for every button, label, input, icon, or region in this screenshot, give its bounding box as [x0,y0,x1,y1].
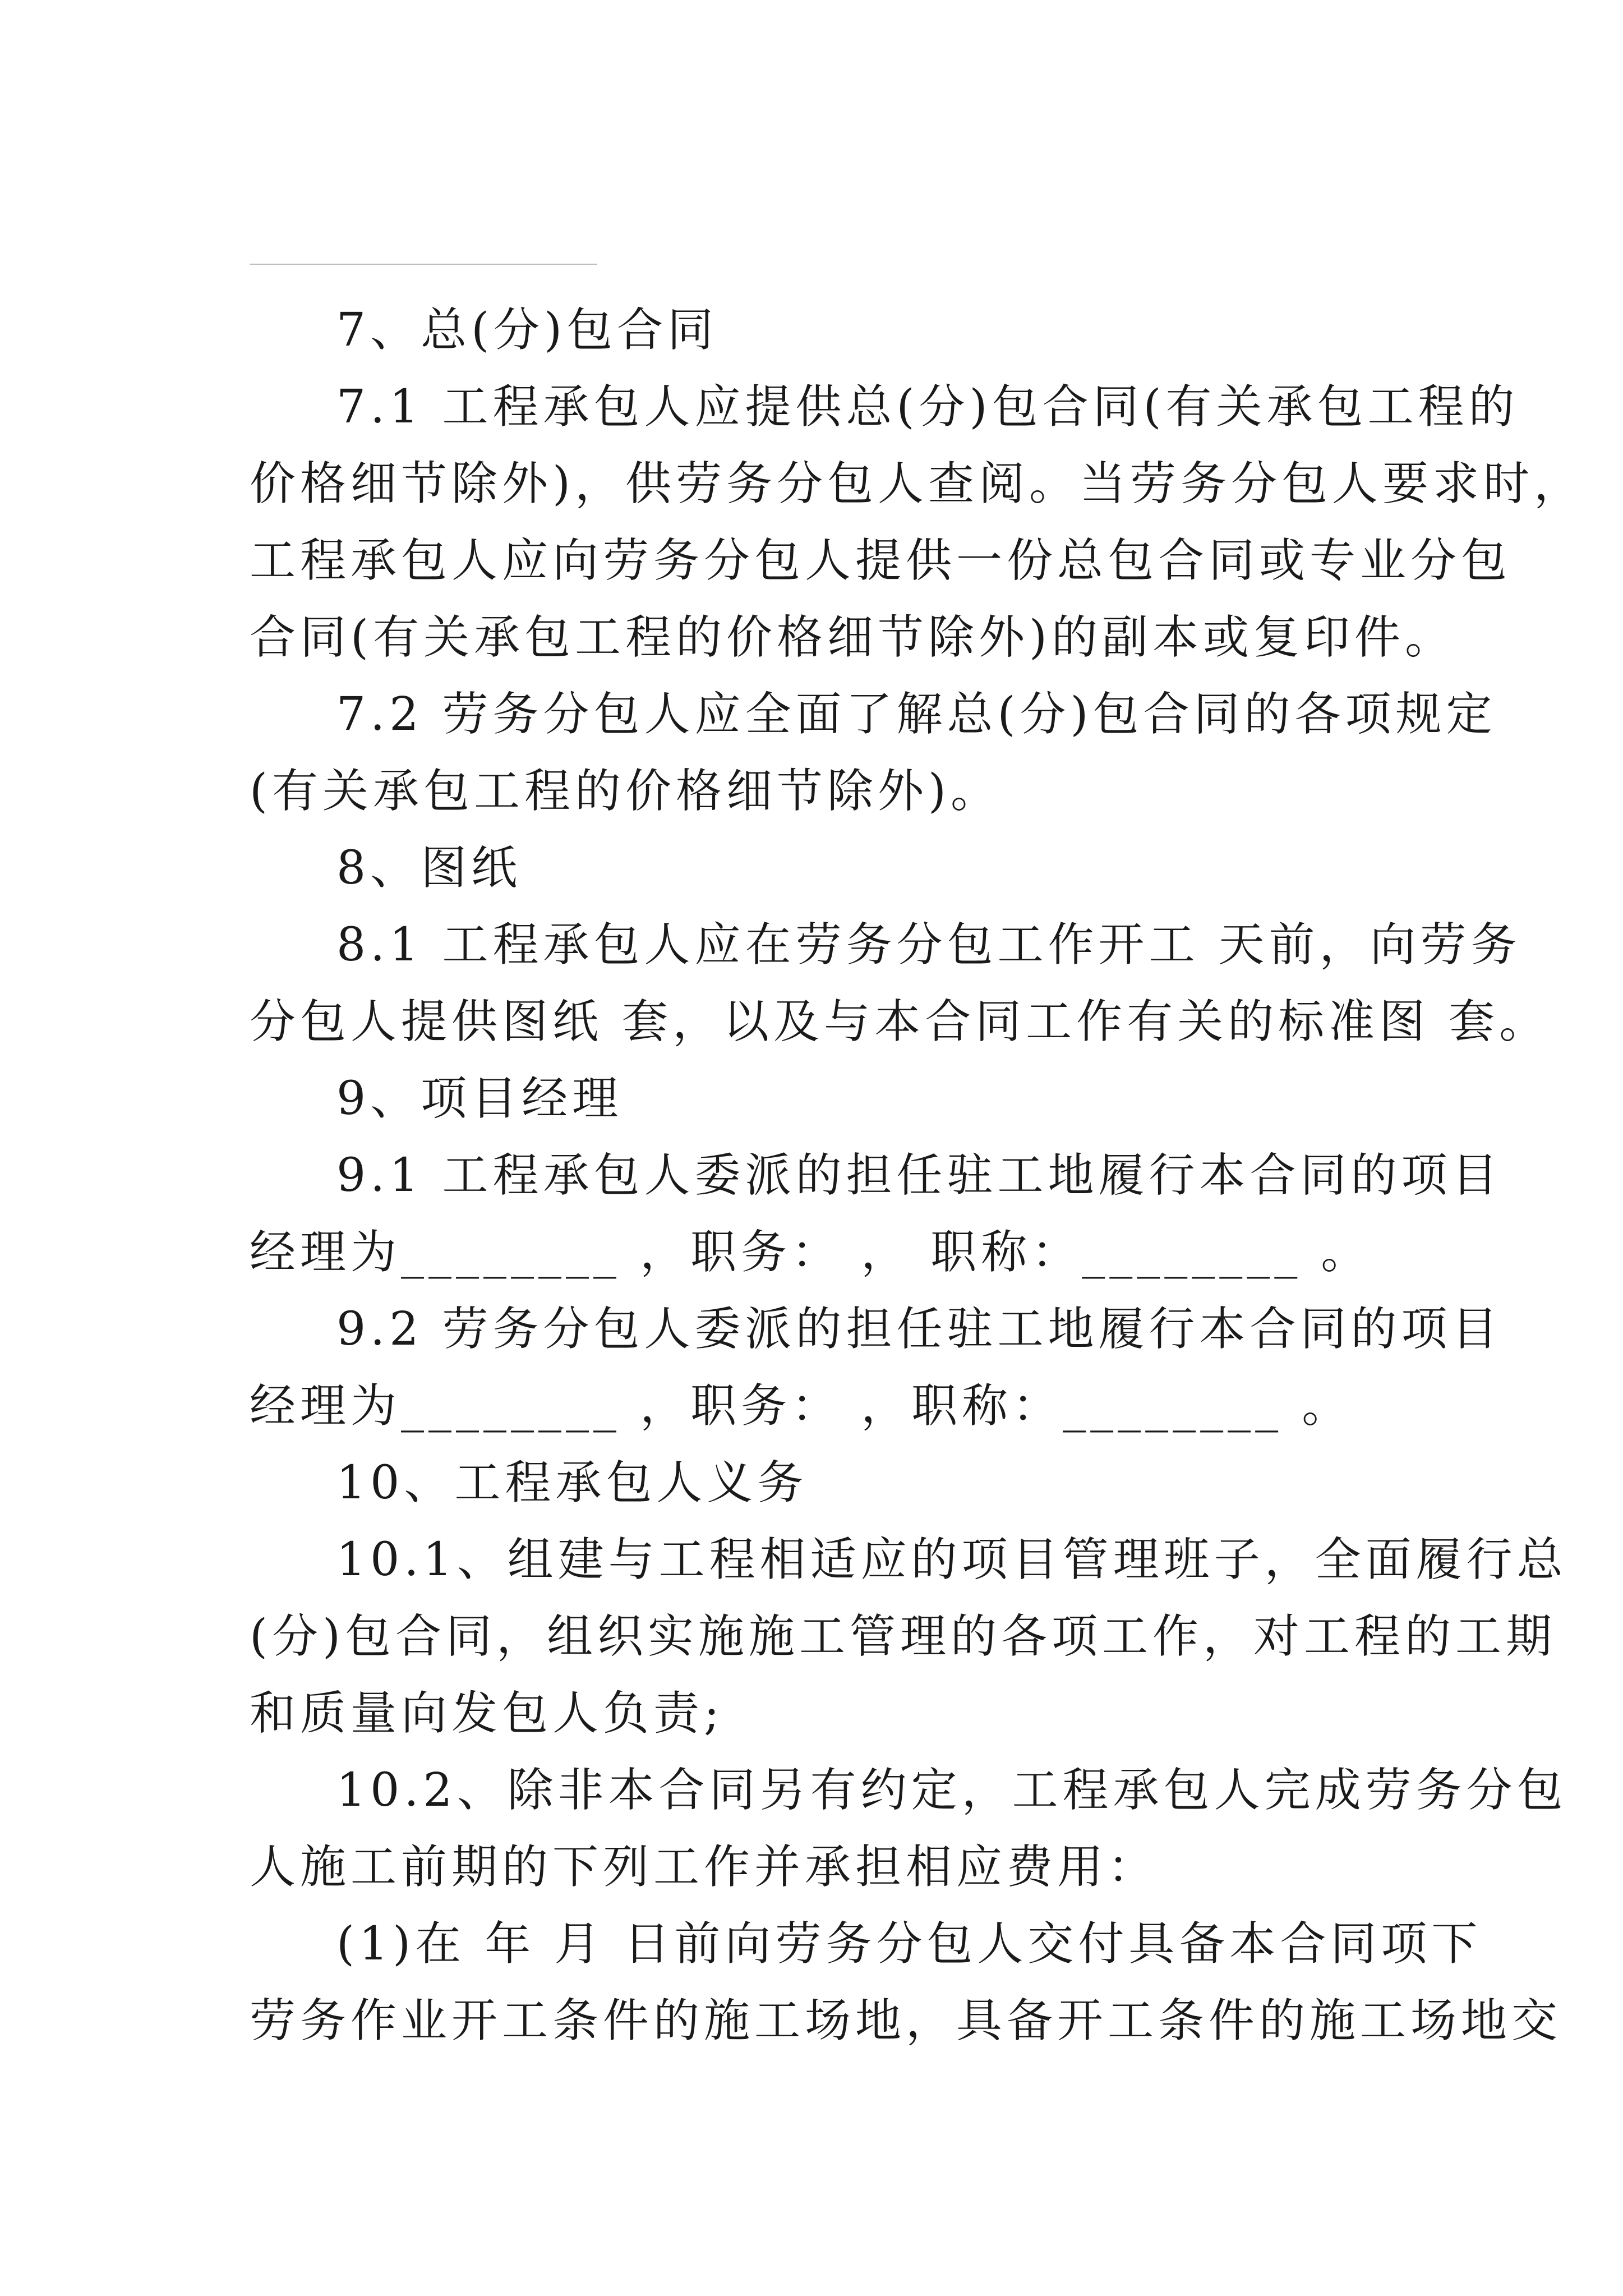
section-heading-10: 10、工程承包人义务 [336,1456,808,1510]
paragraph-line: 和质量向发包人负责; [250,1687,724,1740]
header-rule [250,264,597,265]
paragraph-line: 价格细节除外)，供劳务分包人查阅。当劳务分包人要求时， [250,457,1584,510]
paragraph-line: 劳务作业开工条件的施工场地，具备开工条件的施工场地交 [250,1994,1562,2047]
paragraph-line: (分)包合同，组织实施施工管理的各项工作，对工程的工期 [250,1610,1556,1663]
paragraph-line: 7.1 工程承包人应提供总(分)包合同(有关承包工程的 [336,380,1519,434]
paragraph-line: (有关承包工程的价格细节除外)。 [250,765,1001,818]
paragraph-line: 10.2、除非本合同另有约定，工程承包人完成劳务分包 [336,1764,1567,1817]
paragraph-line: 9.2 劳务分包人委派的担任驻工地履行本合同的项目 [336,1303,1502,1356]
paragraph-line: 合同(有关承包工程的价格细节除外)的副本或复印件。 [250,611,1455,664]
paragraph-line: 工程承包人应向劳务分包人提供一份总包合同或专业分包 [250,534,1512,587]
paragraph-line: 经理为________ ，职务： ， 职称：________ 。 [250,1226,1372,1279]
paragraph-line: 经理为________ ，职务： ，职称：________ 。 [250,1379,1353,1433]
paragraph-line: 9.1 工程承包人委派的担任驻工地履行本合同的项目 [336,1149,1502,1202]
paragraph-line: 分包人提供图纸 套，以及与本合同工作有关的标准图 套。 [250,995,1550,1048]
paragraph-line: 7.2 劳务分包人应全面了解总(分)包合同的各项规定 [336,688,1497,741]
section-heading-9: 9、项目经理 [336,1072,623,1125]
paragraph-line: 8.1 工程承包人应在劳务分包工作开工 天前，向劳务 [336,918,1521,972]
paragraph-line: (1)在 年 月 日前向劳务分包人交付具备本合同项下 [336,1917,1482,1971]
section-heading-8: 8、图纸 [336,841,522,895]
document-body [250,292,1584,2059]
section-heading-7: 7、总(分)包合同 [336,303,718,357]
paragraph-line: 人施工前期的下列工作并承担相应费用： [250,1841,1159,1894]
paragraph-line: 10.1、组建与工程相适应的项目管理班子，全面履行总 [336,1533,1567,1586]
